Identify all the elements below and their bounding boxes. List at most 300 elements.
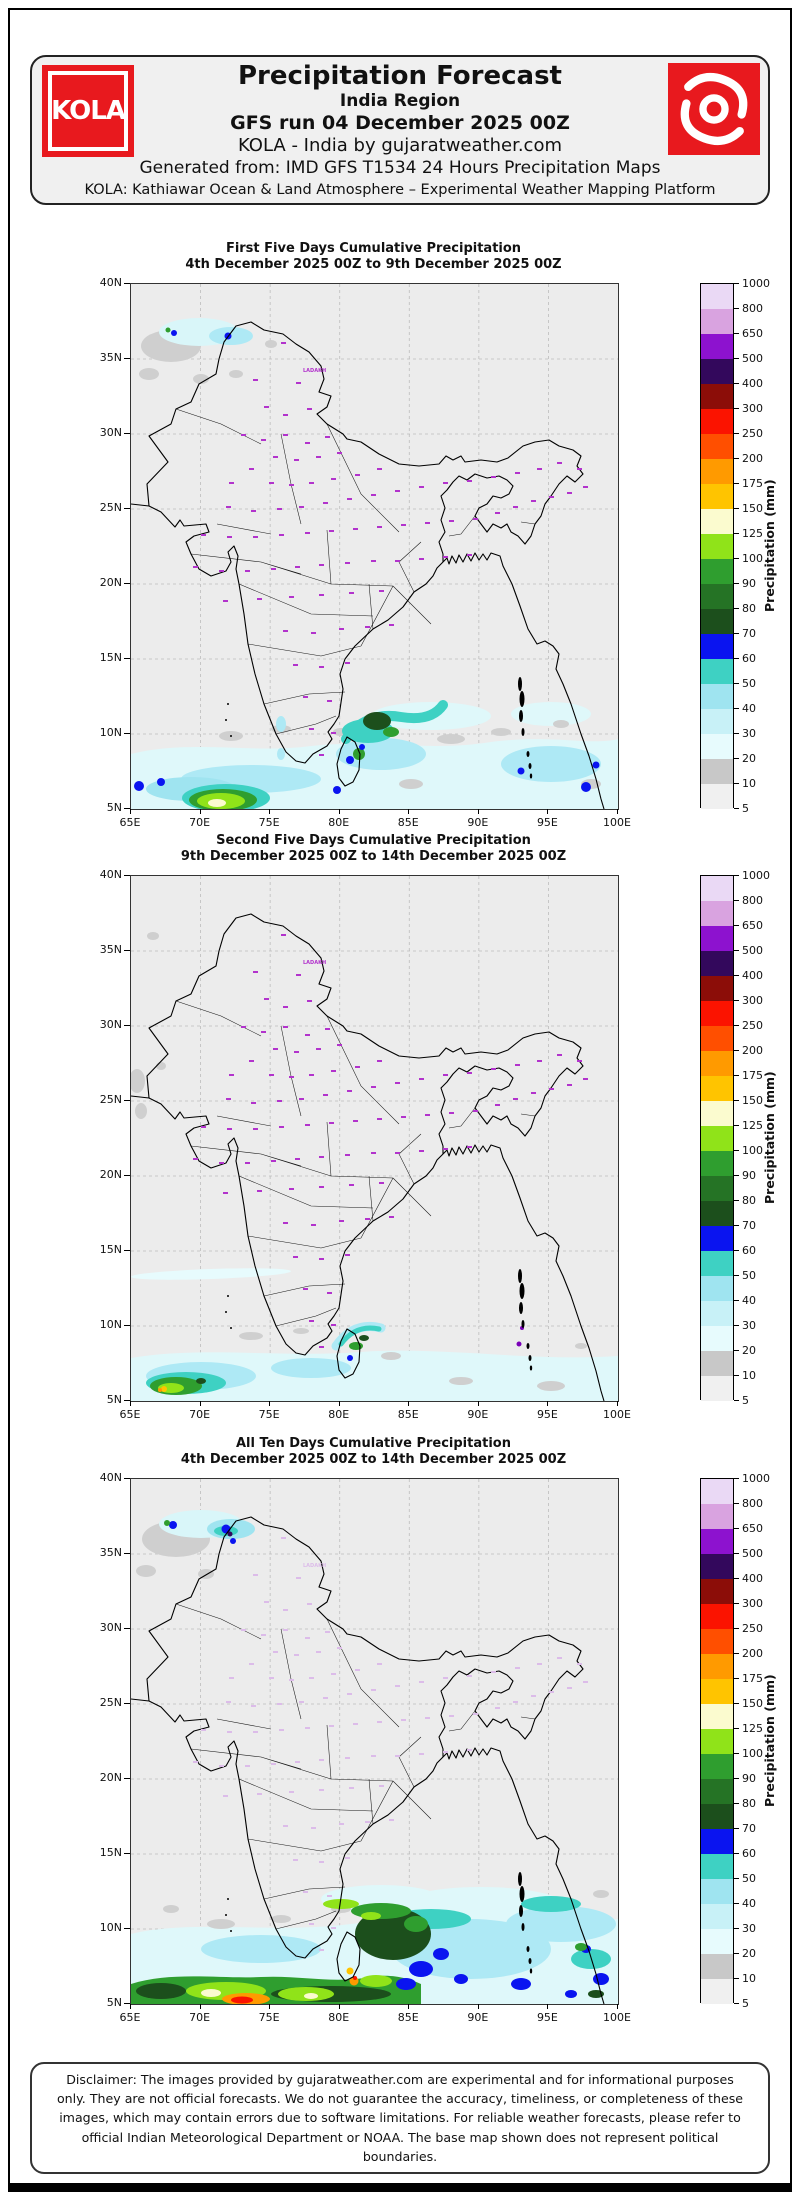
station-code-mark [319,1258,324,1260]
colorbar-tick-mark [734,283,739,284]
station-code-mark [347,498,352,500]
colorbar-segment [701,509,733,534]
station-code-mark [294,1654,299,1656]
y-tick-label: 20N [99,1168,122,1181]
colorbar-tick-mark [734,1250,739,1251]
station-code-mark [319,754,324,756]
x-tick-label: 65E [119,2011,141,2024]
x-tick-mark [617,2004,618,2009]
colorbar-tick-label: 40 [742,1897,756,1910]
station-code-mark [515,1667,520,1669]
colorbar-tick-label: 500 [742,352,763,365]
station-code-mark [264,998,269,1000]
colorbar-segment [701,926,733,951]
colorbar-tick-mark [734,1728,739,1729]
station-code-mark [309,1677,314,1679]
page-title: Precipitation Forecast [238,61,562,91]
colorbar-tick-mark [734,1603,739,1604]
station-code-mark [395,560,400,562]
station-code-mark [331,1070,336,1072]
x-tick-mark [478,1401,479,1406]
station-code-mark [355,1669,360,1671]
colorbar-tick-mark [734,1200,739,1201]
colorbar-tick-label: 30 [742,1922,756,1935]
y-tick-mark [124,433,130,434]
station-code-mark [331,732,336,734]
station-code-mark [495,1104,500,1106]
map-subtitle: 4th December 2025 00Z to 14th December 2025 00Z [180,1452,567,1468]
station-code-mark [226,1098,231,1100]
colorbar-tick-label: 800 [742,894,763,907]
x-tick-mark [408,809,409,814]
station-code-mark [289,1791,294,1793]
station-code-mark [305,1034,310,1036]
station-code-mark [327,700,332,702]
station-code-mark [537,1060,542,1062]
station-code-mark [283,1609,288,1611]
station-code-mark [289,1076,294,1078]
station-code-mark [355,1066,360,1068]
station-code-mark [567,1687,572,1689]
colorbar-tick-mark [734,1978,739,1979]
colorbar-tick-mark [734,1150,739,1151]
colorbar-tick-mark [734,433,739,434]
station-code-mark [229,1074,234,1076]
station-code-mark [531,500,536,502]
colorbar-segment [701,1479,733,1504]
y-tick-mark [124,1928,130,1929]
station-code-mark [261,439,266,441]
y-tick-label: 5N [106,1996,122,2009]
y-tick-label: 5N [106,801,122,814]
station-code-mark [283,1006,288,1008]
colorbar-tick-label: 40 [742,1294,756,1307]
colorbar-segment [701,759,733,784]
station-code-mark [251,510,256,512]
station-code-mark [261,1634,266,1636]
station-code-mark [229,1677,234,1679]
colorbar-tick-mark [734,1025,739,1026]
y-tick-mark [124,1325,130,1326]
colorbar-tick-label: 100 [742,552,763,565]
colorbar-segment [701,784,733,809]
station-code-mark [227,1128,232,1130]
station-code-mark [443,1074,448,1076]
station-code-mark [279,534,284,536]
station-code-mark [577,1060,582,1062]
colorbar-tick-label: 50 [742,1872,756,1885]
colorbar-segment [701,434,733,459]
station-code-mark [311,1827,316,1829]
colorbar-segment [701,1351,733,1376]
station-code-mark [395,1152,400,1154]
colorbar-segment [701,1879,733,1904]
colorbar-tick-mark [734,1503,739,1504]
colorbar-tick-label: 300 [742,994,763,1007]
disclaimer-text: Disclaimer: The images provided by gujaratweather.com are experimental and for informational purposes only. They are not official forecasts. We do not guarantee the accuracy, timeliness, or completeness of these images, which may contain errors due to software limitations. For reliable weather forecasts, please refer to official Indian Meteorological Department or NOAA. The base map shown does not represent political boundaries. [56,2072,744,2164]
station-code-mark [299,1098,304,1100]
station-code-mark [241,434,246,436]
colorbar-tick-label: 70 [742,1822,756,1835]
x-tick-label: 70E [189,2011,211,2024]
station-code-mark [281,342,286,344]
x-tick-mark [269,2004,270,2009]
station-code-mark [271,568,276,570]
station-code-mark [296,1577,301,1579]
colorbar-tick-label: 80 [742,1797,756,1810]
colorbar-tick-label: 800 [742,302,763,315]
station-code-mark [473,1713,478,1715]
colorbar-segment [701,709,733,734]
colorbar-tick-mark [734,758,739,759]
colorbar-tick-mark [734,658,739,659]
station-code-mark [395,1685,400,1687]
station-code-mark [349,1184,354,1186]
x-tick-label: 75E [258,1408,280,1421]
station-code-mark [365,626,370,628]
colorbar-tick-mark [734,733,739,734]
station-code-mark [513,1701,518,1703]
colorbar-tick-label: 100 [742,1747,763,1760]
station-code-mark [339,628,344,630]
y-tick-mark [124,1628,130,1629]
station-code-mark [577,468,582,470]
x-tick-label: 85E [397,816,419,829]
y-tick-mark [124,875,130,876]
station-code-mark [365,1821,370,1823]
station-code-mark [279,1729,284,1731]
station-code-mark [245,1162,250,1164]
colorbar-tick-mark [734,1828,739,1829]
station-code-mark [296,382,301,384]
colorbar-tick-mark [734,1375,739,1376]
station-code-mark [201,1126,206,1128]
station-code-mark [425,1114,430,1116]
colorbar-segment [701,1051,733,1076]
x-tick-mark [339,1401,340,1406]
station-code-mark [449,1715,454,1717]
colorbar-segment [701,1604,733,1629]
station-code-mark [401,1116,406,1118]
y-tick-mark [124,1853,130,1854]
colorbar-tick-label: 650 [742,327,763,340]
colorbar-segment [701,1001,733,1026]
station-code-mark [557,1657,562,1659]
colorbar-tick-label: 400 [742,1572,763,1585]
colorbar-segment [701,951,733,976]
y-tick-mark [124,283,130,284]
colorbar-tick-mark [734,683,739,684]
x-tick-mark [269,1401,270,1406]
station-code-mark [241,1026,246,1028]
station-code-mark [419,1078,424,1080]
map-plot-area [130,875,619,1402]
station-code-mark [443,1751,448,1753]
map-plot-area [130,1478,619,2005]
colorbar-tick-label: 80 [742,1194,756,1207]
station-code-labels [131,1479,618,2004]
colorbar-tick-mark [734,1400,739,1401]
station-code-mark [347,1693,352,1695]
station-code-mark [281,934,286,936]
colorbar-tick-label: 90 [742,1169,756,1182]
colorbar-tick-mark [734,1878,739,1879]
station-code-mark [319,1861,324,1863]
colorbar-tick-mark [734,1075,739,1076]
colorbar-tick-mark [734,533,739,534]
station-code-mark [331,1673,336,1675]
station-code-labels [131,876,618,1401]
station-code-mark [309,482,314,484]
station-code-mark [319,564,324,566]
station-code-mark [305,1124,310,1126]
station-code-mark [325,1028,330,1030]
station-code-mark [303,1288,308,1290]
y-tick-label: 10N [99,726,122,739]
colorbar-tick-mark [734,1753,739,1754]
map-title: First Five Days Cumulative Precipitation [225,241,522,256]
y-tick-mark [124,1100,130,1101]
station-code-mark [316,456,321,458]
station-code-mark [305,442,310,444]
y-tick-mark [124,1703,130,1704]
y-tick-mark [124,583,130,584]
station-code-mark [323,1094,328,1096]
station-code-mark [311,1224,316,1226]
station-code-mark [257,598,262,600]
x-tick-mark [547,1401,548,1406]
source-line: Generated from: IMD GFS T1534 24 Hours Precipitation Maps [139,157,661,178]
colorbar-tick-mark [734,1225,739,1226]
colorbar-tick-label: 150 [742,1094,763,1107]
colorbar-tick-label: 60 [742,652,756,665]
station-code-mark [325,436,330,438]
station-code-mark [257,1190,262,1192]
station-code-mark [289,1188,294,1190]
station-code-mark [283,1629,288,1631]
colorbar-label: Precipitation (mm) [762,479,777,612]
colorbar-tick-mark [734,1553,739,1554]
colorbar-segment [701,901,733,926]
station-code-mark [316,1651,321,1653]
station-code-mark [269,1074,274,1076]
y-tick-label: 25N [99,501,122,514]
x-tick-mark [200,1401,201,1406]
station-code-mark [289,484,294,486]
map-subtitle: 4th December 2025 00Z to 9th December 2025 00Z [185,257,562,273]
station-code-mark [283,414,288,416]
colorbar-tick-mark [734,1528,739,1529]
y-tick-label: 15N [99,651,122,664]
station-code-mark [331,1927,336,1929]
colorbar-tick-mark [734,333,739,334]
colorbar-segment [701,659,733,684]
colorbar-label: Precipitation (mm) [762,1674,777,1807]
station-code-mark [473,518,478,520]
y-tick-label: 10N [99,1318,122,1331]
station-code-mark [253,1574,258,1576]
colorbar-segment [701,309,733,334]
colorbar-tick-label: 800 [742,1497,763,1510]
x-tick-label: 65E [119,1408,141,1421]
station-code-mark [491,476,496,478]
station-code-mark [269,482,274,484]
x-tick-mark [269,809,270,814]
station-code-mark [227,536,232,538]
colorbar-segment [701,976,733,1001]
station-code-mark [316,1048,321,1050]
station-code-mark [329,530,334,532]
station-code-mark [319,1156,324,1158]
colorbar-tick-mark [734,358,739,359]
colorbar-tick-label: 1000 [742,277,770,290]
station-code-mark [307,1603,312,1605]
colorbar-tick-label: 650 [742,919,763,932]
station-code-mark [295,1158,300,1160]
colorbar-tick-mark [734,583,739,584]
x-tick-mark [339,809,340,814]
colorbar-segment [701,359,733,384]
x-tick-label: 95E [536,1408,558,1421]
y-tick-label: 40N [99,1471,122,1484]
station-code-mark [299,506,304,508]
colorbar-tick-mark [734,483,739,484]
station-code-mark [371,1755,376,1757]
x-tick-label: 100E [603,2011,631,2024]
colorbar-tick-mark [734,1778,739,1779]
station-code-mark [345,562,350,564]
colorbar-tick-mark [734,1803,739,1804]
colorbar-segment [701,1529,733,1554]
station-code-mark [294,1051,299,1053]
colorbar-segment [701,1929,733,1954]
station-code-mark [345,1254,350,1256]
y-tick-label: 35N [99,943,122,956]
colorbar-tick-label: 500 [742,1547,763,1560]
station-code-mark [245,1765,250,1767]
platform-line: KOLA: Kathiawar Ocean & Land Atmosphere – Experimental Weather Mapping Platform [84,181,716,198]
station-code-mark [273,1048,278,1050]
station-code-mark [293,1256,298,1258]
colorbar-segment [701,409,733,434]
colorbar-tick-mark [734,1275,739,1276]
station-code-mark [296,974,301,976]
colorbar-segment [701,1026,733,1051]
y-tick-label: 30N [99,1621,122,1634]
station-code-mark [305,532,310,534]
station-code-mark [349,1787,354,1789]
station-code-mark [419,1681,424,1683]
y-tick-label: 35N [99,1546,122,1559]
station-code-mark [307,1000,312,1002]
station-code-mark [295,566,300,568]
colorbar-tick-mark [734,458,739,459]
colorbar-segment [701,1904,733,1929]
station-code-mark [583,1078,588,1080]
station-code-mark [355,474,360,476]
y-tick-label: 20N [99,1771,122,1784]
y-tick-label: 35N [99,351,122,364]
station-code-mark [223,1192,228,1194]
colorbar-tick-label: 20 [742,1947,756,1960]
station-code-mark [309,1074,314,1076]
station-code-mark [223,600,228,602]
station-code-mark [319,1949,324,1951]
colorbar-tick-label: 400 [742,377,763,390]
y-tick-mark [124,1553,130,1554]
station-code-mark [327,1292,332,1294]
station-code-mark [289,596,294,598]
station-code-mark [377,1721,382,1723]
x-tick-mark [617,1401,618,1406]
y-tick-label: 10N [99,1921,122,1934]
colorbar-tick-label: 300 [742,1597,763,1610]
station-code-mark [345,1757,350,1759]
colorbar-segment [701,1729,733,1754]
colorbar-tick-label: 175 [742,477,763,490]
colorbar-segment [701,559,733,584]
y-tick-label: 20N [99,576,122,589]
x-tick-label: 75E [258,816,280,829]
x-tick-mark [200,809,201,814]
station-code-mark [253,379,258,381]
colorbar-tick-mark [734,950,739,951]
station-code-mark [249,1663,254,1665]
station-code-mark [337,1647,342,1649]
colorbar-segment [701,1326,733,1351]
colorbar-tick-label: 20 [742,1344,756,1357]
station-code-mark [377,1118,382,1120]
colorbar [700,1478,734,2003]
colorbar-tick-mark [734,308,739,309]
colorbar-tick-label: 1000 [742,869,770,882]
colorbar-tick-label: 20 [742,752,756,765]
colorbar-segment [701,1226,733,1251]
y-tick-label: 15N [99,1243,122,1256]
station-code-mark [419,486,424,488]
station-code-mark [264,1601,269,1603]
station-code-mark [264,406,269,408]
x-tick-label: 80E [328,816,350,829]
station-code-mark [319,666,324,668]
station-code-mark [353,1120,358,1122]
colorbar-tick-label: 1000 [742,1472,770,1485]
station-code-mark [226,1701,231,1703]
station-code-mark [249,1060,254,1062]
colorbar-tick-label: 40 [742,702,756,715]
station-code-mark [377,1663,382,1665]
y-tick-mark [124,1025,130,1026]
colorbar-tick-mark [734,633,739,634]
colorbar-tick-mark [734,1628,739,1629]
station-code-mark [319,1759,324,1761]
colorbar-segment [701,1301,733,1326]
colorbar-tick-mark [734,408,739,409]
colorbar-segment [701,1854,733,1879]
station-code-mark [219,1162,224,1164]
station-code-mark [201,1729,206,1731]
colorbar-tick-mark [734,1853,739,1854]
station-code-mark [513,1098,518,1100]
colorbar-segment [701,1554,733,1579]
colorbar-tick-label: 30 [742,1319,756,1332]
colorbar-tick-label: 60 [742,1244,756,1257]
colorbar-tick-mark [734,2003,739,2004]
station-code-mark [377,468,382,470]
colorbar-tick-label: 175 [742,1672,763,1685]
station-code-mark [495,512,500,514]
colorbar-segment [701,1979,733,2004]
